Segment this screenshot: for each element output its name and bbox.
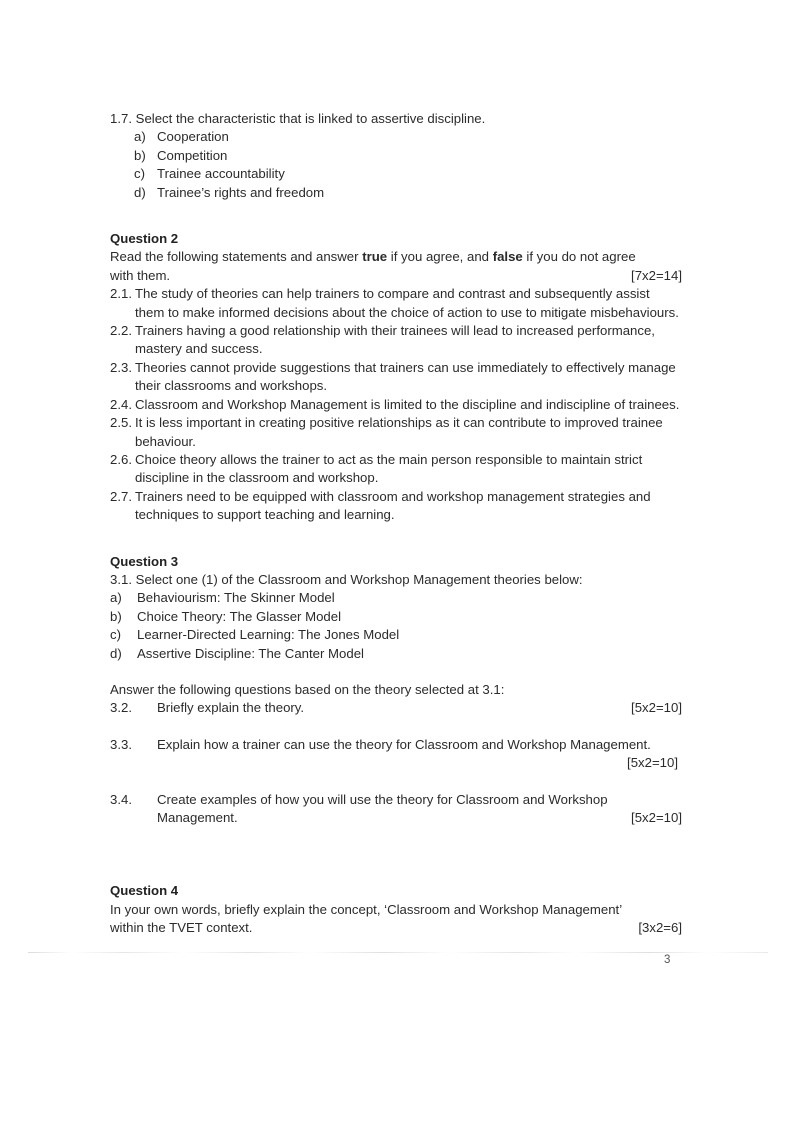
q3-4-text-line-2: Management. (157, 810, 238, 825)
question-4-line-1: In your own words, briefly explain the concept, ‘Classroom and Workshop Management’ (110, 901, 623, 917)
question-2-7 (110, 488, 682, 525)
question-3-1-option-b[interactable] (110, 608, 682, 626)
q2-6-text: Choice theory allows the trainer to act as the main person responsible to maintain strict discipline in the classroom and workshop. (135, 451, 643, 486)
question-3-lead-in: Answer the following questions based on the theory selected at 3.1: (110, 681, 505, 697)
question-2-marks: [7x2=14] (631, 267, 682, 283)
option-text-b: Competition (157, 147, 228, 163)
q2-5-text: It is less important in creating positive relationships as it can contribute to improved trainee behaviour. (135, 415, 663, 449)
question-2-3 (110, 359, 682, 396)
question-3-2-marks: [5x2=10] (631, 700, 682, 716)
page-content (110, 110, 682, 938)
question-1-7-option-a[interactable] (134, 128, 682, 146)
question-4-block (110, 882, 682, 937)
q3-4-number: 3.4. (110, 791, 132, 807)
q3-2-text: Briefly explain the theory. (157, 700, 305, 716)
question-4-marks: [3x2=6] (638, 920, 682, 936)
question-2-5 (110, 414, 682, 451)
question-3-1-option-d[interactable] (110, 645, 682, 663)
option-label-c: c) (134, 166, 145, 182)
question-3-4-line-2 (110, 809, 682, 827)
q2-5-number: 2.5. (110, 415, 132, 431)
question-3-2 (110, 699, 682, 717)
spacer-between-32-33 (110, 718, 682, 736)
page-number: 3 (664, 954, 671, 966)
question-3-block (110, 553, 682, 828)
question-3-3 (110, 736, 682, 754)
question-3-4-marks: [5x2=10] (631, 810, 682, 825)
option-label-d: d) (134, 184, 146, 200)
option-text-c: Trainee accountability (157, 166, 285, 182)
q2-4-number: 2.4. (110, 396, 132, 412)
question-1-7-option-b[interactable] (134, 147, 682, 165)
q3-option-text-b: Choice Theory: The Glasser Model (137, 608, 342, 624)
scan-artifact-line (28, 952, 768, 953)
question-4-heading: Question 4 (110, 883, 179, 899)
question-1-7-stem: 1.7. Select the characteristic that is linked to assertive discipline. (110, 111, 486, 126)
question-2-instruction (110, 248, 682, 266)
question-3-1-option-a[interactable] (110, 589, 682, 607)
q2-7-text: Trainers need to be equipped with classroom and workshop management strategies and techniques to support teaching and learning. (135, 488, 651, 523)
q2-2-number: 2.2. (110, 323, 132, 339)
q2-6-number: 2.6. (110, 451, 132, 467)
q2-instruction-bold-true: true (362, 249, 388, 265)
q3-2-number: 3.2. (110, 700, 132, 716)
q2-instruction-part-1: Read the following statements and answer (110, 249, 363, 265)
q2-7-number: 2.7. (110, 488, 132, 504)
q2-1-text: The study of theories can help trainers to compare and contrast and subsequently assist them to make informed decisions about the choice of action to use to mitigate misbehaviours. (135, 286, 679, 320)
q2-instruction-part-2: if you agree, and (387, 249, 493, 265)
q3-option-text-a: Behaviourism: The Skinner Model (137, 590, 335, 606)
spacer-after-q1 (110, 202, 682, 230)
q2-4-text: Classroom and Workshop Management is limited to the discipline and indiscipline of trainees. (135, 396, 680, 412)
q2-3-text: Theories cannot provide suggestions that trainers can use immediately to effectively manage their classrooms and workshops. (135, 359, 676, 394)
spacer-after-q2 (110, 525, 682, 553)
q2-instruction-line-2: with them. (110, 267, 171, 283)
q2-1-number: 2.1. (110, 286, 132, 302)
q3-option-text-c: Learner-Directed Learning: The Jones Model (137, 627, 400, 643)
q3-option-label-d: d) (110, 645, 122, 661)
question-3-4 (110, 791, 682, 809)
q3-3-text: Explain how a trainer can use the theory for Classroom and Workshop Management. (157, 736, 651, 752)
question-2-6 (110, 451, 682, 488)
question-1-7-option-d[interactable] (134, 184, 682, 202)
question-4-line-2-row (110, 919, 682, 937)
question-2-heading: Question 2 (110, 231, 179, 247)
question-1-7-option-c[interactable] (134, 165, 682, 183)
spacer-between-33-34 (110, 773, 682, 791)
question-2-instruction-line-2-row (110, 267, 682, 285)
q3-3-number: 3.3. (110, 736, 132, 752)
question-3-1-option-c[interactable] (110, 626, 682, 644)
q2-instruction-bold-false: false (492, 249, 523, 265)
spacer-before-q3-leadin (110, 663, 682, 681)
question-2-block (110, 230, 682, 525)
question-4-line-2: within the TVET context. (110, 920, 253, 936)
question-3-heading: Question 3 (110, 553, 179, 569)
q3-option-label-c: c) (110, 627, 121, 643)
q3-option-text-d: Assertive Discipline: The Canter Model (137, 645, 364, 661)
spacer-after-q3 (110, 827, 682, 864)
option-label-b: b) (134, 147, 146, 163)
option-label-a: a) (134, 129, 146, 145)
question-3-3-marks: [5x2=10] (627, 755, 678, 771)
q3-4-text-line-1: Create examples of how you will use the theory for Classroom and Workshop (157, 791, 608, 807)
option-text-d: Trainee’s rights and freedom (157, 184, 325, 200)
q2-instruction-part-3: if you do not agree (522, 249, 636, 265)
question-2-4 (110, 396, 682, 414)
question-2-2 (110, 322, 682, 359)
question-1-tail-block (110, 110, 682, 202)
option-text-a: Cooperation (157, 129, 229, 145)
q3-option-label-b: b) (110, 608, 122, 624)
question-2-1 (110, 285, 682, 322)
question-3-1-stem: 3.1. Select one (1) of the Classroom and Workshop Management theories below: (110, 571, 583, 587)
spacer-after-q3-extra (110, 864, 682, 882)
q3-option-label-a: a) (110, 590, 122, 606)
q2-2-text: Trainers having a good relationship with their trainees will lead to increased performance, mastery and success. (135, 323, 655, 357)
q2-3-number: 2.3. (110, 359, 132, 375)
